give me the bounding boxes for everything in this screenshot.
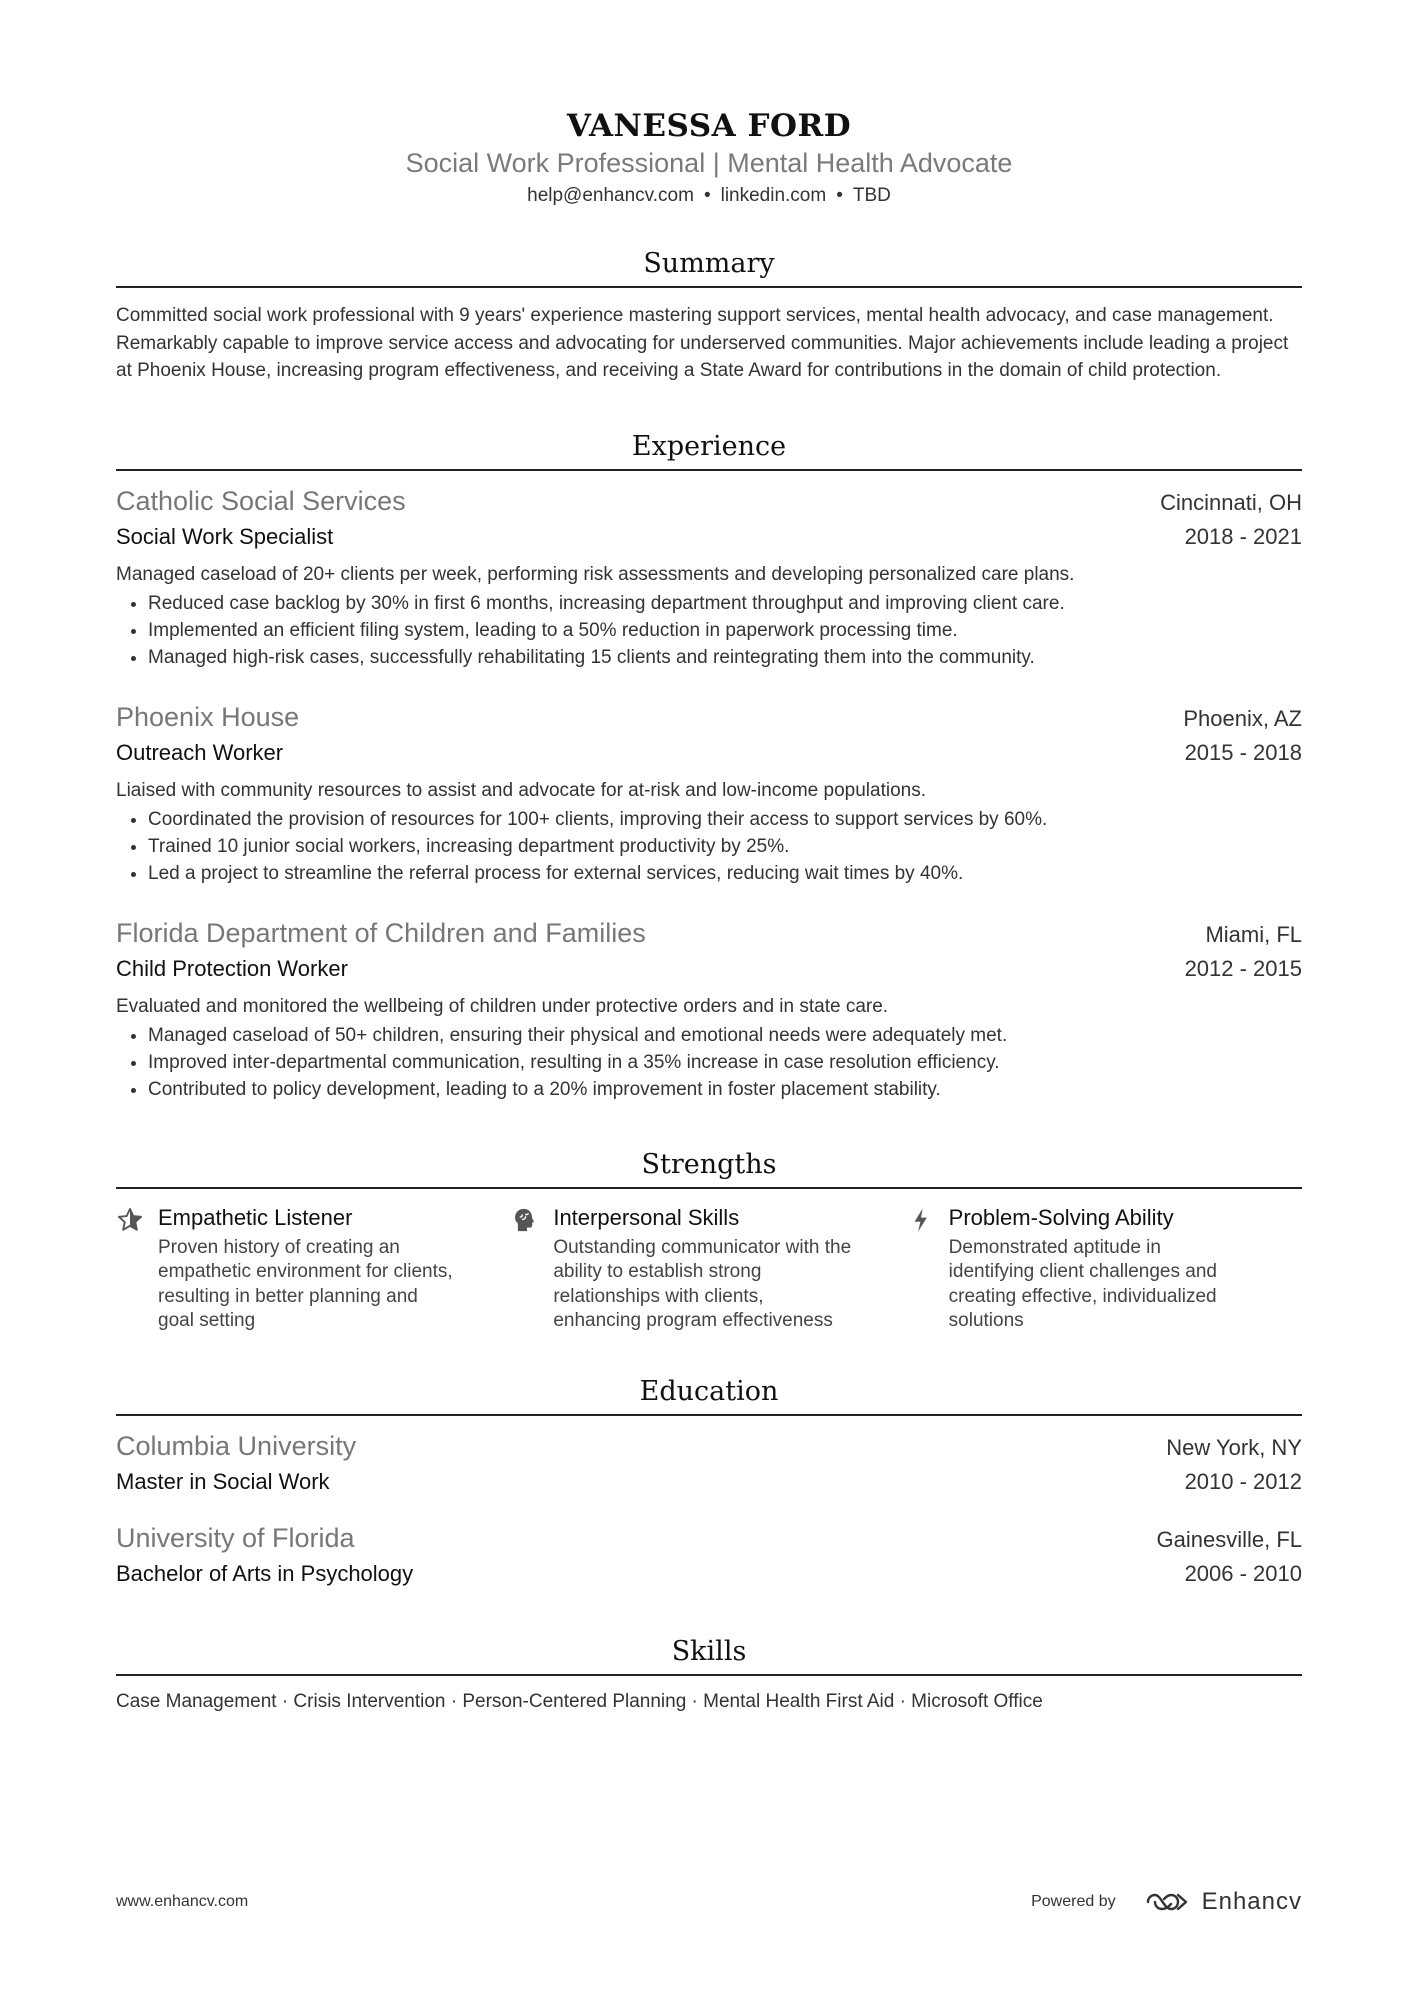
experience-title: Experience	[631, 430, 787, 462]
education-title: Education	[639, 1375, 779, 1407]
achievement-item: • Contributed to policy development, leading to a 20% improvement in foster placement stability.	[148, 1076, 1302, 1103]
job-location: Cincinnati, OH	[1160, 489, 1302, 515]
school-name: University of Florida	[116, 1522, 355, 1553]
strength-item	[116, 1203, 511, 1334]
degree-name: Bachelor of Arts in Psychology	[116, 1560, 414, 1586]
school-name: Columbia University	[116, 1430, 357, 1461]
experience-section	[116, 429, 1302, 1103]
phone-text: TBD	[852, 185, 891, 206]
job-description: Managed caseload of 20+ clients per week, performing risk assessments and developing personalized care plans.	[116, 563, 1075, 585]
skills-title: Skills	[671, 1635, 747, 1667]
achievement-list	[116, 1022, 1302, 1103]
job-title: Social Work Specialist	[116, 523, 334, 549]
strength-description: Proven history of creating an empathetic environment for clients, resulting in better planning and goal setting	[158, 1236, 453, 1331]
achievement-item: • Implemented an efficient filing system, leading to a 50% reduction in paperwork processing time.	[148, 617, 1302, 644]
brand-name: Enhancv	[1201, 1888, 1302, 1915]
education-dates: 2010 - 2012	[1184, 1468, 1302, 1494]
achievement-item: • Trained 10 junior social workers, increasing department productivity by 25%.	[148, 833, 1302, 860]
achievement-item: • Managed high-risk cases, successfully rehabilitating 15 clients and reintegrating them into the community.	[148, 644, 1302, 671]
skills-section	[116, 1634, 1302, 1715]
strength-title: Interpersonal Skills	[553, 1204, 740, 1230]
summary-title: Summary	[643, 248, 775, 279]
brain-head-icon	[511, 1203, 553, 1334]
company-name: Florida Department of Children and Families	[116, 917, 646, 948]
achievement-item: • Managed caseload of 50+ children, ensuring their physical and emotional needs were adequately met.	[148, 1022, 1302, 1049]
school-location: New York, NY	[1166, 1434, 1302, 1460]
infinity-logo-icon	[1144, 1889, 1192, 1915]
section-divider	[116, 286, 1302, 288]
candidate-name: VANESSA FORD	[566, 108, 852, 144]
company-name: Catholic Social Services	[116, 485, 406, 516]
page-footer	[116, 1888, 1302, 1916]
strengths-title: Strengths	[641, 1148, 777, 1180]
candidate-tagline: Social Work Professional | Mental Health Advocate	[405, 148, 1013, 178]
job-title: Outreach Worker	[116, 739, 284, 765]
job-description: Evaluated and monitored the wellbeing of children under protective orders and in state care.	[116, 995, 889, 1017]
section-divider	[116, 1674, 1302, 1676]
achievement-item: • Led a project to streamline the referral process for external services, reducing wait times by 40%.	[148, 860, 1302, 887]
separator-dot: •	[703, 185, 711, 206]
brand-logo[interactable]	[1144, 1888, 1302, 1916]
lightning-icon	[907, 1203, 949, 1334]
experience-entry	[116, 483, 1302, 671]
company-name: Phoenix House	[116, 701, 300, 732]
achievement-list	[116, 590, 1302, 671]
job-description: Liaised with community resources to assist and advocate for at-risk and low-income populations.	[116, 779, 926, 801]
separator-dot: •	[836, 185, 843, 206]
contact-line	[116, 182, 1302, 210]
linkedin-link[interactable]: linkedin.com	[720, 185, 827, 206]
job-location: Phoenix, AZ	[1183, 705, 1302, 731]
strength-title: Empathetic Listener	[158, 1204, 353, 1230]
experience-entry	[116, 699, 1302, 887]
strength-title: Problem-Solving Ability	[948, 1204, 1174, 1230]
strength-description: Outstanding communicator with the ability to establish strong relationships with clients, enhancing program effectiveness	[553, 1236, 852, 1331]
section-divider	[116, 1187, 1302, 1189]
education-dates: 2006 - 2010	[1184, 1560, 1302, 1586]
achievement-list	[116, 806, 1302, 887]
degree-name: Master in Social Work	[116, 1468, 330, 1494]
resume-header	[116, 0, 1302, 210]
powered-by-label: Powered by	[1031, 1893, 1116, 1910]
strength-item	[511, 1203, 906, 1334]
school-location: Gainesville, FL	[1156, 1526, 1302, 1552]
job-location: Miami, FL	[1205, 921, 1302, 947]
education-entry	[116, 1520, 1302, 1590]
strength-description: Demonstrated aptitude in identifying client challenges and creating effective, individualized solutions	[948, 1236, 1217, 1331]
star-icon	[116, 1203, 158, 1334]
achievement-item: • Reduced case backlog by 30% in first 6 months, increasing department throughput and improving client care.	[148, 590, 1302, 617]
website-link[interactable]: www.enhancv.com	[116, 1893, 249, 1910]
resume-page	[116, 0, 1302, 1915]
job-dates: 2012 - 2015	[1184, 955, 1302, 981]
summary-section	[116, 246, 1302, 385]
job-title: Child Protection Worker	[116, 955, 348, 981]
education-entry	[116, 1428, 1302, 1498]
skills-list: Case Management · Crisis Intervention · Person-Centered Planning · Mental Health First Aid · Microsoft Office	[116, 1690, 1043, 1712]
powered-by-block	[1031, 1888, 1302, 1916]
section-divider	[116, 1414, 1302, 1416]
job-dates: 2018 - 2021	[1184, 523, 1302, 549]
education-section	[116, 1374, 1302, 1590]
strength-item	[907, 1203, 1302, 1334]
achievement-item: • Improved inter-departmental communication, resulting in a 35% increase in case resolution efficiency.	[148, 1049, 1302, 1076]
strengths-section	[116, 1147, 1302, 1334]
experience-entry	[116, 915, 1302, 1103]
achievement-item: • Coordinated the provision of resources for 100+ clients, improving their access to support services by 60%.	[148, 806, 1302, 833]
job-dates: 2015 - 2018	[1184, 739, 1302, 765]
email-link[interactable]: help@enhancv.com	[527, 185, 694, 206]
section-divider	[116, 469, 1302, 471]
summary-text: Committed social work professional with 9 years' experience mastering support services, mental health advocacy, and case management. Remarkably capable to improve service access and advocating for underserved communities. Major achievements include leading a project at Phoenix House, increasing program effectiveness, and receiving a State Award for contributions in the domain of child protection.	[116, 305, 1289, 381]
